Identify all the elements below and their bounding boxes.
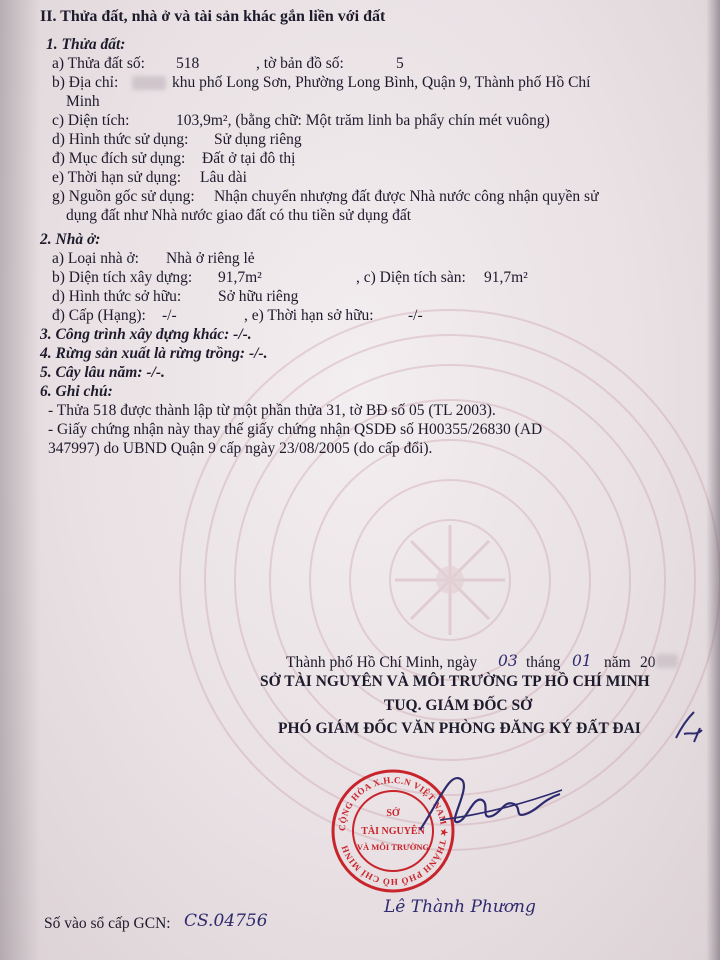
registry-number: CS.04756 — [184, 911, 268, 931]
initial-mark — [672, 708, 706, 748]
date-year: 20 — [640, 654, 656, 671]
handwritten-signature — [410, 760, 570, 850]
house-floor-area-value: 91,7m² — [484, 269, 528, 286]
place-date-label: Thành phố Hồ Chí Minh, ngày — [286, 654, 478, 671]
perennial-trees: 5. Cây lâu năm: -/-. — [40, 364, 165, 381]
land-map-label: , tờ bản đồ số: — [256, 55, 344, 72]
land-parcel-label: a) Thửa đất số: — [52, 55, 145, 72]
house-ownership-label: d) Hình thức sở hữu: — [52, 288, 182, 305]
date-day: 03 — [498, 652, 518, 670]
note-line-1: - Thửa 518 được thành lập từ một phần thửa 31, tờ BĐ số 05 (TL 2003). — [48, 402, 496, 419]
land-use-form-label: d) Hình thức sử dụng: — [52, 131, 189, 148]
notes-heading: 6. Ghi chú: — [40, 383, 113, 400]
land-address-value-2: Minh — [66, 93, 100, 110]
registry-label: Số vào sổ cấp GCN: — [44, 915, 171, 932]
issuing-organization: SỞ TÀI NGUYÊN VÀ MÔI TRƯỜNG TP HỒ CHÍ MINH — [260, 673, 650, 690]
planted-forest: 4. Rừng sản xuất là rừng trồng: -/-. — [40, 345, 268, 362]
signer-name: Lê Thành Phương — [384, 897, 536, 917]
land-use-form-value: Sử dụng riêng — [214, 131, 302, 148]
land-address-label: b) Địa chỉ: — [52, 74, 119, 91]
house-floor-area-label: , c) Diện tích sàn: — [356, 269, 466, 286]
land-map-value: 5 — [396, 55, 404, 72]
house-build-area-value: 91,7m² — [218, 269, 262, 286]
other-construction: 3. Công trình xây dựng khác: -/-. — [40, 326, 252, 343]
land-origin-value-2: dụng đất như Nhà nước giao đất có thu tiền sử dụng đất — [66, 207, 412, 224]
section-title: II. Thửa đất, nhà ở và tài sản khác gắn liền với đất — [40, 8, 386, 25]
land-origin-label: g) Nguồn gốc sử dụng: — [52, 188, 195, 205]
house-grade-label: đ) Cấp (Hạng): — [52, 307, 146, 324]
land-heading: 1. Thửa đất: — [46, 36, 126, 53]
redacted-house-number — [132, 76, 166, 90]
page-edge — [706, 0, 720, 960]
land-term-label: e) Thời hạn sử dụng: — [52, 169, 182, 186]
house-type-value: Nhà ở riêng lẻ — [166, 250, 255, 267]
authorization-line: TUQ. GIÁM ĐỐC SỞ — [384, 697, 533, 714]
seal-center-3: VÀ MÔI TRƯỜNG — [356, 842, 430, 852]
seal-ring-text: CỘNG HÒA X.H.C.N VIỆT NAM ★ THÀNH PHỐ HỒ CHÍ MINH — [336, 774, 450, 888]
signer-title: PHÓ GIÁM ĐỐC VĂN PHÒNG ĐĂNG KÝ ĐẤT ĐAI — [278, 720, 641, 737]
note-line-2a: - Giấy chứng nhận này thay thế giấy chứng nhận QSDĐ số H00355/26830 (AD — [48, 421, 543, 438]
house-term-value: -/- — [408, 307, 423, 324]
redacted-year — [656, 654, 678, 668]
page-shadow — [0, 0, 40, 960]
seal-center-1: SỞ — [386, 808, 400, 819]
house-build-area-label: b) Diện tích xây dựng: — [52, 269, 193, 286]
house-heading: 2. Nhà ở: — [40, 231, 101, 248]
land-purpose-label: đ) Mục đích sử dụng: — [52, 150, 186, 167]
date-month: 01 — [572, 652, 592, 670]
year-label: năm — [604, 654, 631, 671]
land-area-value: 103,9m², (bằng chữ: Một trăm linh ba phẩy chín mét vuông) — [176, 112, 550, 129]
land-address-value-1: khu phố Long Sơn, Phường Long Bình, Quận 9, Thành phố Hồ Chí — [172, 74, 591, 91]
house-ownership-value: Sở hữu riêng — [218, 288, 299, 305]
house-type-label: a) Loại nhà ở: — [52, 250, 139, 267]
seal-center-2: TÀI NGUYÊN — [361, 826, 425, 837]
house-term-label: , e) Thời hạn sở hữu: — [244, 307, 374, 324]
land-term-value: Lâu dài — [200, 169, 247, 186]
land-parcel-value: 518 — [176, 55, 200, 72]
land-origin-value-1: Nhận chuyển nhượng đất được Nhà nước công nhận quyền sử — [214, 188, 599, 205]
note-line-2b: 347997) do UBND Quận 9 cấp ngày 23/08/2005 (do cấp đổi). — [48, 440, 433, 457]
land-area-label: c) Diện tích: — [52, 112, 130, 129]
land-purpose-value: Đất ở tại đô thị — [202, 150, 296, 167]
month-label: tháng — [526, 654, 561, 671]
house-grade-value: -/- — [162, 307, 177, 324]
